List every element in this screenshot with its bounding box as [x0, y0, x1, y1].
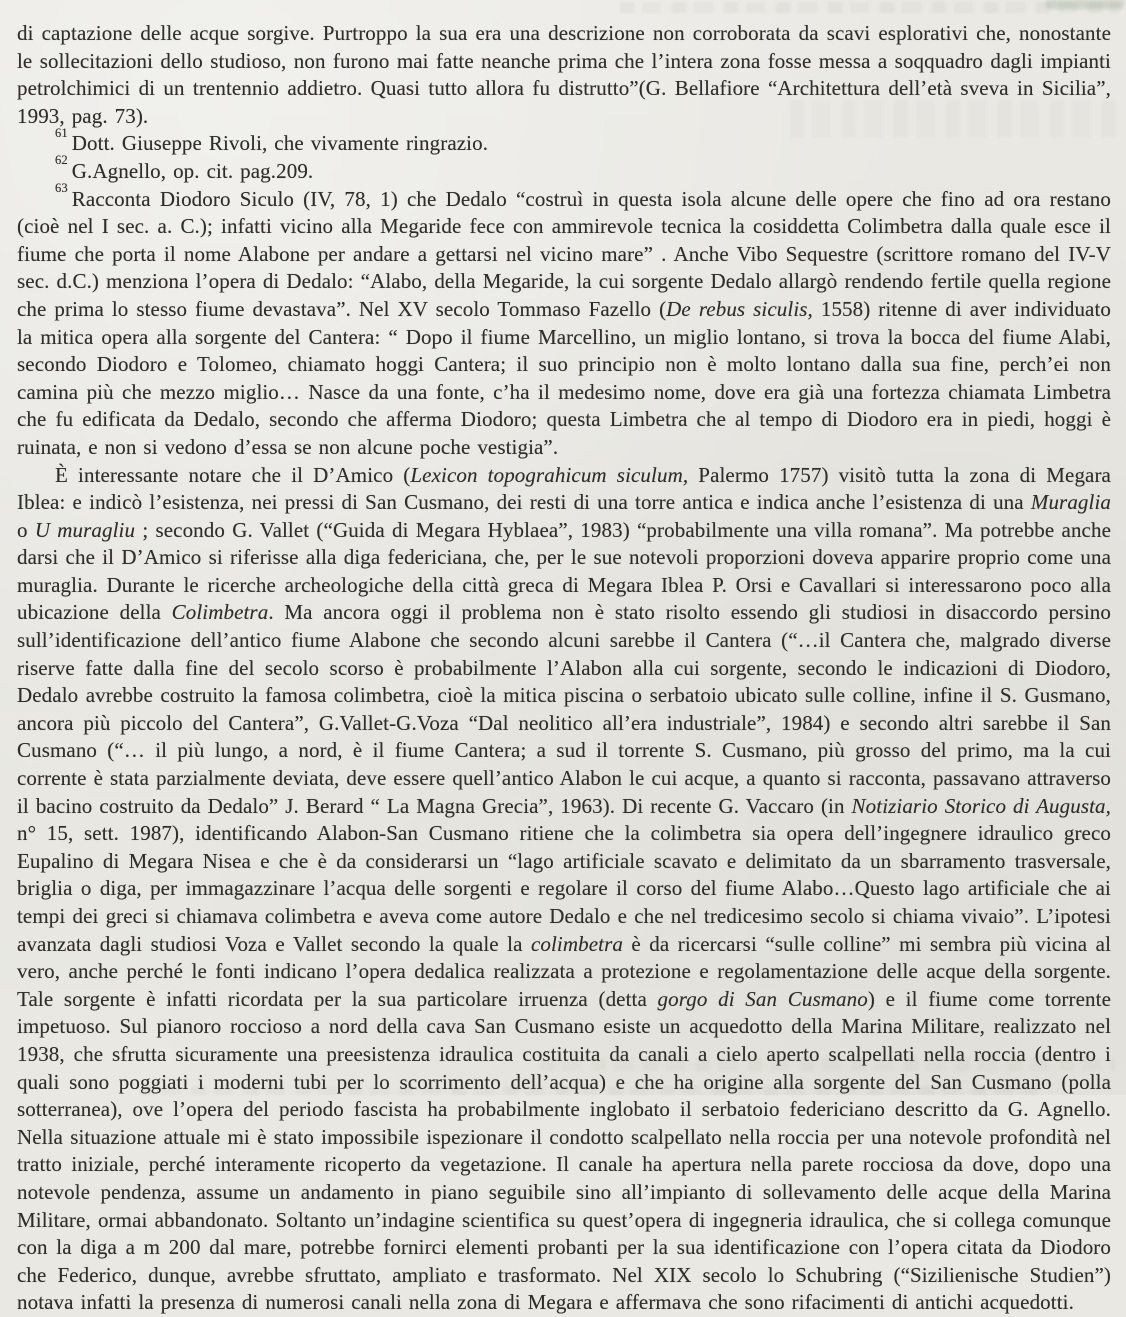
text-run: di captazione delle acque sorgive. Purtroppo la sua era una descrizione non corroborata da scavi esplorativi che, nonostante le sollecitazioni dello studioso, non furono mai fatte neanche prima che l’intera zona fosse messa a soqquadro dagli impianti petrolchimici di un trentennio addietro. Quasi tutto allora fu distrutto”(G. Bellafiore “Architettura dell’età sveva in Sicilia”, 1993, pag. 73). [17, 21, 1111, 128]
footnote-marker: 61 [55, 125, 68, 140]
text-run: Palermo 1757) visitò tutta la zona di Megara Iblea: e indicò l’esistenza, nei pressi di San Cusmano, dei resti di una torre antica e indica anche l’esistenza di una [17, 462, 1111, 515]
text-run: o [17, 517, 35, 542]
text-run: ) e il fiume come torrente impetuoso. Sul pianoro roccioso a nord della cava San Cusmano esiste un acquedotto della Marina Militare, realizzato nel 1938, che sfrutta sicuramente una preesistenza idraulica costituita da canali a cielo aperto scalpellati nella roccia (dentro i quali sono poggiati i moderni tubi per lo scorrimento dell’acqua) e che ha origine alla sorgente del San Cusmano (polla sotterranea), ove l’opera del periodo fascista ha probabilmente inglobato il serbatoio federiciano descritto da G. Agnello. Nella situazione attuale mi è stato impossibile ispezionare il condotto scalpellato nella roccia per una notevole profondità nel tratto iniziale, perché interamente ricoperto da vegetazione. Il canale ha apertura nella parete rocciosa da dove, dopo una notevole pendenza, assume un andamento in piano seguibile sino all’impianto di sollevamento delle acque della Marina Militare, ormai abbandonato. Soltanto un’indagine scientifica su quest’opera di ingegneria idraulica, che si collega comunque con la diga a m 200 dal mare, potrebbe fornirci elementi probanti per la sua identificazione con l’opera citata da Diodoro che Federico, dunque, avrebbe sfruttato, ampliato e trasformato. Nel XIX secolo lo Schubring (“Sizilienische Studien”) notava infatti la presenza di numerosi canali nella zona di Megara e affermava che sono rifacimenti di antichi acquedotti. [17, 986, 1111, 1315]
text-run: È interessante notare che il D’Amico ( [55, 462, 411, 487]
text-run-italic: Lexicon topograhicum siculum, [410, 462, 689, 487]
footnote-63 [17, 180, 1111, 462]
footnote-61 [17, 125, 1111, 158]
text-run: n° 15, sett. 1987), identificando Alabon-San Cusmano ritiene che la colimbetra sia opera dell’ingegnere idraulico greco Eupalino di Megara Nisea e che è da considerarsi un “lago artificiale scavato e delimitato da un sbarramento trasversale, briglia o diga, per immagazzinare l’acqua delle sorgenti e regolare il corso del fiume Alabo…Questo lago artificiale che ai tempi dei greci si chiamava colimbetra e aveva come autore Dedalo e che nel tredicesimo secolo si chiama vivaio”. L’ipotesi avanzata dagli studiosi Voza e Vallet secondo la quale la [17, 821, 1111, 956]
bleed-through-artifact [620, 2, 1120, 13]
text-run: è da ricercarsi “sulle colline” mi sembra più vicina al vero, anche perché le fonti indicano l’opera dedalica realizzata a protezione e regolamentazione delle acque della sorgente. Tale sorgente è infatti ricordata per la sua particolare irruenza (detta [17, 931, 1111, 1011]
document-text [17, 20, 1111, 1317]
text-run: G.Agnello, op. cit. pag.209. [71, 158, 314, 183]
text-run-italic: colimbetra [530, 931, 623, 956]
text-run-italic: De rebus siculis, [666, 296, 813, 321]
footnote-marker: 62 [55, 153, 68, 168]
text-run: 1558) ritenne di aver individuato la mitica opera alla sorgente del Cantera: “ Dopo il fiume Marcellino, un miglio lontano, si trova la bocca del fiume Alabi, secondo Diodoro e Tolomeo, chiamato hoggi Cantera; il suo principio non è molto lontano dalla sua fine, perch’ei non camina più che mezzo miglio… Nasce da una fonte, c’ha il medesimo nome, dove era già una fortezza chiamata Limbetra che fu edificata da Dedalo, secondo che afferma Diodoro; questa Limbetra che al tempo di Diodoro era in piedi, hoggi è ruinata, e non si vedono d’essa se non alcune poche vestigia”. [17, 296, 1111, 459]
continuation-paragraph [17, 20, 1111, 130]
text-run: Racconta Diodoro Siculo (IV, 78, 1) che Dedalo “costruì in questa isola alcune delle opere che fino ad ora restano (cioè nel I sec. a. C.); infatti vicino alla Megaride fece con ammirevole tecnica la cosiddetta Colimbetra dalla quale esce il fiume che porta il nome Alabone per andare a gettarsi nel vicino mare” . Anche Vibo Sequestre (scrittore romano del IV-V sec. d.C.) menziona l’opera di Dedalo: “Alabo, della Megaride, la cui sorgente Dedalo allargò rendendo fertile quella regione che prima lo stesso fiume devastava”. Nel XV secolo Tommaso Fazello ( [17, 186, 1111, 321]
text-run-italic: Colimbetra [171, 600, 269, 625]
scan-smudge-artifact [1046, 0, 1124, 9]
text-run-italic: Notiziario Storico di Augusta, [851, 793, 1111, 818]
footnote-marker: 63 [55, 180, 68, 195]
text-run-italic: U muragliu [34, 517, 136, 542]
text-run: ; secondo G. Vallet (“Guida di Megara Hyblaea”, 1983) “probabilmente una villa romana”. Ma potrebbe anche darsi che il D’Amico si riferisse alla diga federiciana, che, per le sue notevoli proporzioni doveva apparire proprio come una muraglia. Durante le ricerche archeologiche della città greca di Megara Iblea P. Orsi e Cavallari si interessarono poco alla ubicazione della [17, 517, 1111, 625]
text-run-italic: gorgo di San Cusmano [657, 986, 868, 1011]
footnote-62 [17, 153, 1111, 186]
main-paragraph [17, 462, 1111, 1317]
text-run: . Ma ancora oggi il problema non è stato risolto essendo gli studiosi in disaccordo persino sull’identificazione dell’antico fiume Alabone che secondo alcuni sarebbe il Cantera (“…il Cantera che, malgrado diverse riserve fatte dalla fine del secolo scorso è probabilmente l’Alabon alla cui sorgente, secondo le indicazioni di Diodoro, Dedalo avrebbe costruito la famosa colimbetra, cioè la mitica piscina o serbatoio ubicato sulle colline, infine il S. Gusmano, ancora più piccolo del Cantera”, G.Vallet-G.Voza “Dal neolitico all’era industriale”, 1984) e secondo altri sarebbe il San Cusmano (“… il più lungo, a nord, è il fiume Cantera; a sud il torrente S. Cusmano, più grosso del primo, ma la cui corrente è stata parzialmente deviata, deve essere quell’antico Alabon le cui acque, a quanto si racconta, passavano attraverso il bacino costruito da Dedalo” J. Berard “ La Magna Grecia”, 1963). Di recente G. Vaccaro (in [17, 600, 1111, 818]
text-run-italic: Muraglia [1030, 490, 1111, 515]
text-run: Dott. Giuseppe Rivoli, che vivamente ringrazio. [71, 131, 489, 156]
